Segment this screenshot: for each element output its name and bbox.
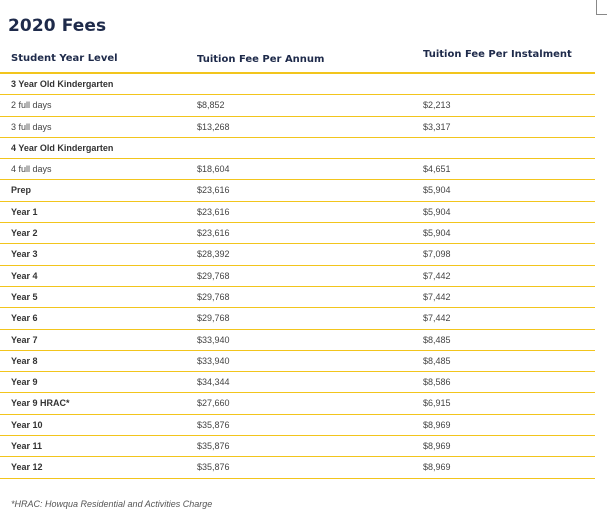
table-row — [0, 287, 595, 308]
table-row — [0, 436, 595, 457]
row-annum-cell: $33,940 — [197, 334, 230, 345]
row-annum-cell: $35,876 — [197, 441, 230, 452]
row-instalment-cell: $3,317 — [423, 121, 451, 132]
row-instalment-cell: $7,442 — [423, 313, 451, 324]
row-instalment-cell: $5,904 — [423, 228, 451, 239]
row-level-cell: Year 8 — [11, 355, 38, 366]
row-level-cell: Year 6 — [11, 313, 38, 324]
row-level-cell: Year 5 — [11, 291, 38, 302]
table-row — [0, 138, 595, 159]
row-level-cell: Year 1 — [11, 206, 38, 217]
row-annum-cell: $34,344 — [197, 377, 230, 388]
table-row — [0, 180, 595, 201]
row-annum-cell: $23,616 — [197, 206, 230, 217]
row-annum-cell: $35,876 — [197, 419, 230, 430]
row-instalment-cell: $4,651 — [423, 164, 451, 175]
row-level-cell: Year 12 — [11, 462, 43, 473]
row-level-cell: Year 7 — [11, 334, 38, 345]
table-row — [0, 202, 595, 223]
table-row — [0, 351, 595, 372]
table-row — [0, 308, 595, 329]
row-instalment-cell: $7,098 — [423, 249, 451, 260]
row-annum-cell: $33,940 — [197, 355, 230, 366]
row-annum-cell: $27,660 — [197, 398, 230, 409]
row-level-cell: Year 9 HRAC* — [11, 398, 70, 409]
fee-table — [0, 74, 595, 479]
row-instalment-cell: $5,904 — [423, 185, 451, 196]
row-annum-cell: $35,876 — [197, 462, 230, 473]
column-header-annum: Tuition Fee Per Annum — [197, 54, 325, 65]
row-level-cell: Year 2 — [11, 228, 38, 239]
row-annum-cell: $8,852 — [197, 100, 225, 111]
window-corner-mark — [596, 0, 607, 15]
row-level-cell: Year 3 — [11, 249, 38, 260]
row-level-cell: 3 Year Old Kindergarten — [11, 79, 114, 89]
table-row — [0, 159, 595, 180]
table-header — [0, 45, 595, 74]
row-annum-cell: $13,268 — [197, 121, 230, 132]
row-annum-cell: $23,616 — [197, 228, 230, 239]
table-row — [0, 415, 595, 436]
page-title: 2020 Fees — [8, 16, 107, 36]
row-instalment-cell: $7,442 — [423, 291, 451, 302]
table-row — [0, 74, 595, 95]
row-instalment-cell: $5,904 — [423, 206, 451, 217]
row-annum-cell: $28,392 — [197, 249, 230, 260]
row-annum-cell: $29,768 — [197, 313, 230, 324]
row-instalment-cell: $2,213 — [423, 100, 451, 111]
footnote: *HRAC: Howqua Residential and Activities Charge — [11, 499, 213, 509]
table-row — [0, 117, 595, 138]
row-instalment-cell: $8,485 — [423, 355, 451, 366]
row-level-cell: Prep — [11, 185, 32, 196]
row-level-cell: Year 4 — [11, 270, 38, 281]
column-header-level: Student Year Level — [11, 53, 118, 64]
table-row — [0, 393, 595, 414]
column-header-instalment: Tuition Fee Per Instalment — [423, 49, 572, 60]
row-instalment-cell: $8,485 — [423, 334, 451, 345]
row-annum-cell: $18,604 — [197, 164, 230, 175]
row-level-cell: 2 full days — [11, 100, 52, 111]
table-row — [0, 223, 595, 244]
row-annum-cell: $29,768 — [197, 270, 230, 281]
row-level-cell: Year 11 — [11, 441, 43, 452]
row-annum-cell: $23,616 — [197, 185, 230, 196]
row-instalment-cell: $6,915 — [423, 398, 451, 409]
table-row — [0, 372, 595, 393]
row-instalment-cell: $8,969 — [423, 441, 451, 452]
row-instalment-cell: $8,969 — [423, 462, 451, 473]
row-level-cell: Year 9 — [11, 377, 38, 388]
table-row — [0, 244, 595, 265]
row-instalment-cell: $8,969 — [423, 419, 451, 430]
row-instalment-cell: $8,586 — [423, 377, 451, 388]
row-level-cell: Year 10 — [11, 419, 43, 430]
row-annum-cell: $29,768 — [197, 291, 230, 302]
table-row — [0, 330, 595, 351]
table-row — [0, 95, 595, 116]
table-row — [0, 266, 595, 287]
row-level-cell: 4 Year Old Kindergarten — [11, 142, 114, 153]
row-instalment-cell: $7,442 — [423, 270, 451, 281]
row-level-cell: 3 full days — [11, 121, 52, 132]
row-level-cell: 4 full days — [11, 164, 52, 175]
table-row — [0, 457, 595, 478]
